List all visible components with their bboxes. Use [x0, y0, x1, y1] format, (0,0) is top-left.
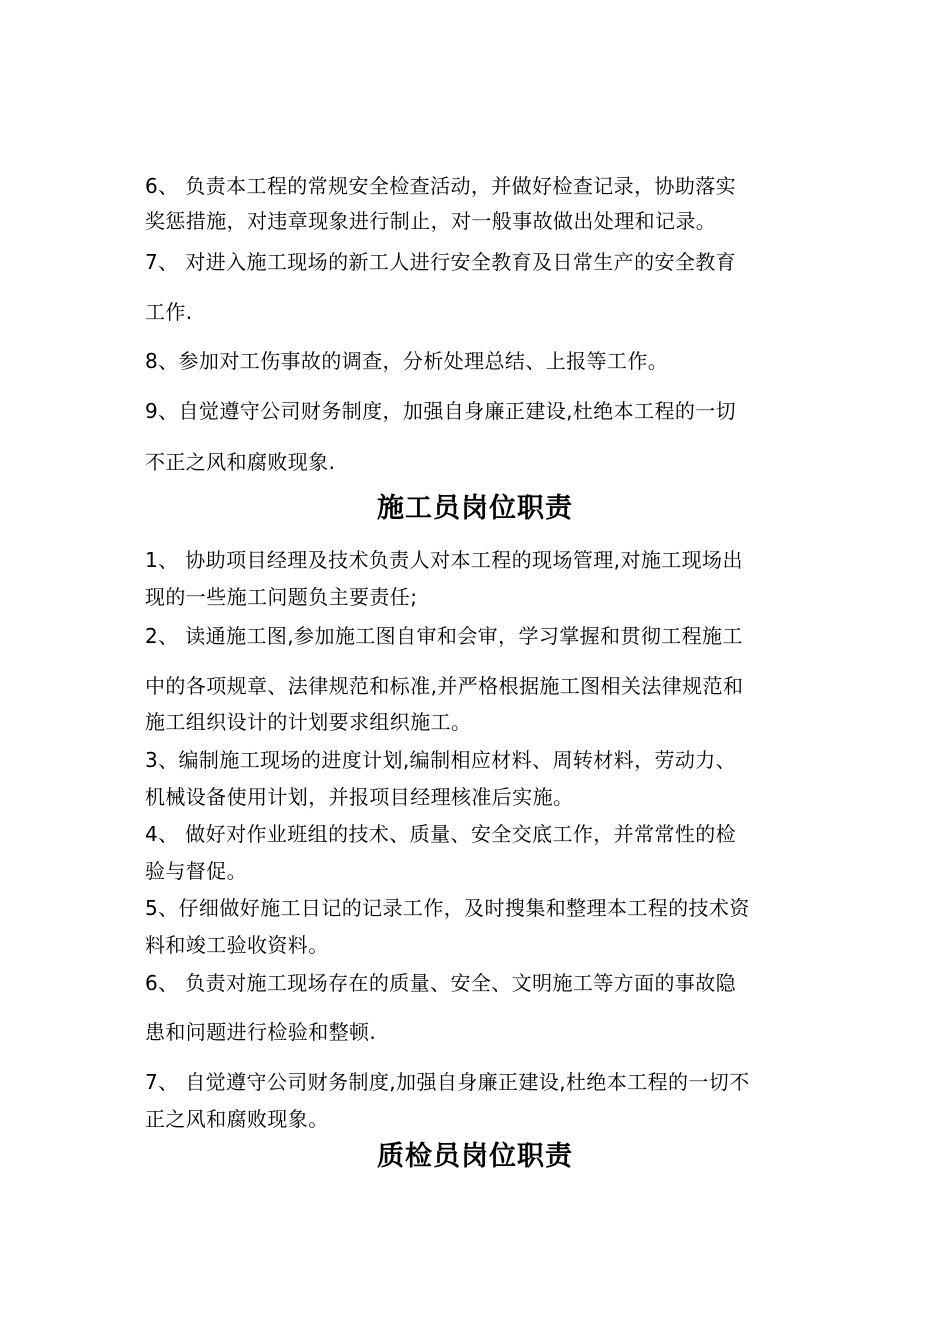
safety-item-9-line-1: 9、自觉遵守公司财务制度，加强自身廉正建设,杜绝本工程的一切 [145, 399, 737, 423]
safety-item-7-line-1: 7、 对进入施工现场的新工人进行安全教育及日常生产的安全教育 [145, 250, 737, 274]
section-title-quality-inspector: 质检员岗位职责 [377, 1141, 573, 1172]
safety-item-7-line-2: 工作. [145, 300, 193, 324]
constructor-item-7-line-2: 正之风和腐败现象。 [145, 1107, 329, 1131]
constructor-item-5-line-1: 5、仔细做好施工日记的记录工作，及时搜集和整理本工程的技术资 [145, 896, 750, 920]
constructor-item-6-line-2: 患和问题进行检验和整顿. [145, 1020, 377, 1044]
constructor-item-3-line-2: 机械设备使用计划，并报项目经理核准后实施。 [145, 785, 574, 809]
constructor-item-4-line-2: 验与督促。 [145, 859, 247, 883]
constructor-item-5-line-2: 料和竣工验收资料。 [145, 933, 329, 957]
constructor-item-1-line-2: 现的一些施工问题负主要责任; [145, 585, 418, 609]
constructor-item-3-line-1: 3、编制施工现场的进度计划,编制相应材料、周转材料，劳动力、 [145, 748, 737, 772]
safety-item-9-line-2: 不正之风和腐败现象. [145, 450, 336, 474]
constructor-item-1-line-1: 1、 协助项目经理及技术负责人对本工程的现场管理,对施工现场出 [145, 548, 743, 572]
constructor-item-2-line-2: 中的各项规章、法律规范和标准,并严格根据施工图相关法律规范和 [145, 674, 744, 698]
constructor-item-4-line-1: 4、 做好对作业班组的技术、质量、安全交底工作，并常常性的检 [145, 822, 737, 846]
safety-item-6-line-1: 6、 负责本工程的常规安全检查活动，并做好检查记录，协助落实 [145, 174, 737, 198]
safety-item-6-line-2: 奖惩措施，对违章现象进行制止，对一般事故做出处理和记录。 [145, 209, 717, 233]
constructor-item-7-line-1: 7、 自觉遵守公司财务制度,加强自身廉正建设,杜绝本工程的一切不 [145, 1070, 750, 1094]
constructor-item-2-line-1: 2、 读通施工图,参加施工图自审和会审，学习掌握和贯彻工程施工 [145, 624, 743, 648]
section-title-constructor: 施工员岗位职责 [377, 493, 573, 524]
constructor-item-2-line-3: 施工组织设计的计划要求组织施工。 [145, 710, 472, 734]
safety-item-8: 8、参加对工伤事故的调查，分析处理总结、上报等工作。 [145, 349, 669, 373]
constructor-item-6-line-1: 6、 负责对施工现场存在的质量、安全、文明施工等方面的事故隐 [145, 971, 737, 995]
